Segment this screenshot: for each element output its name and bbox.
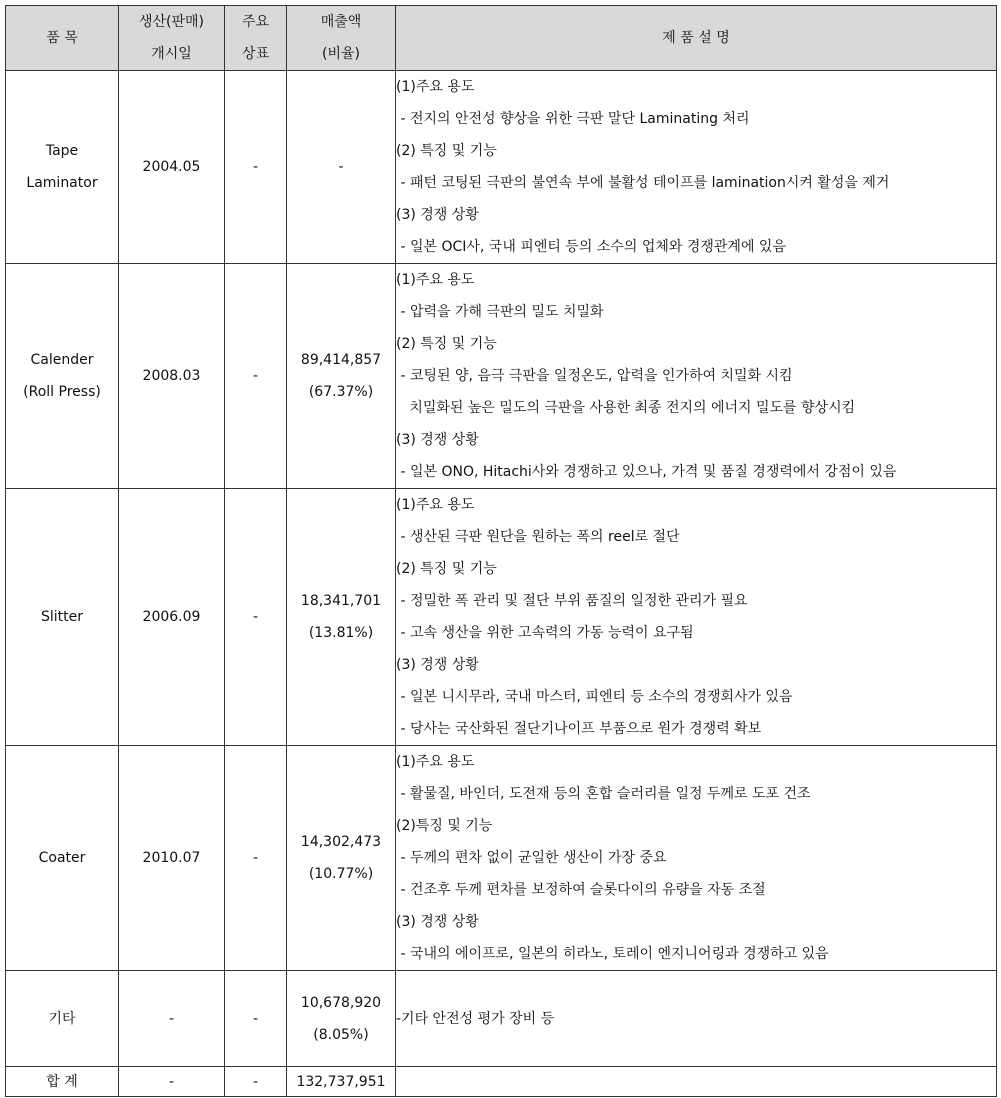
description-line: (1)주요 용도: [396, 272, 475, 288]
description-line: - 당사는 국산화된 절단기나이프 부품으로 원가 경쟁력 확보: [396, 721, 762, 737]
sales-value: 14,302,473: [300, 834, 382, 850]
product-row: [6, 71, 997, 264]
product-name-line: Laminator: [26, 175, 98, 191]
sales-amount: [287, 746, 396, 971]
description-line: - 고속 생산을 위한 고속력의 가동 능력이 요구됨: [396, 625, 694, 641]
sales-value: 10,678,920: [300, 994, 382, 1011]
product-row: [6, 489, 997, 746]
product-name: [6, 971, 119, 1067]
header-item: 품 목: [6, 6, 119, 71]
sales-value: -: [338, 159, 344, 175]
description-line: (2) 특징 및 기능: [396, 143, 497, 159]
product-name-line: Calender: [30, 352, 94, 368]
product-row: [6, 746, 997, 971]
description-line: (3) 경쟁 상황: [396, 914, 479, 930]
product-name-line: 기타: [48, 1010, 76, 1027]
product-name-line: Slitter: [40, 609, 83, 625]
launch-date: 2010.07: [119, 746, 225, 971]
description-line: (3) 경쟁 상황: [396, 657, 479, 673]
total-brand: -: [225, 1067, 287, 1097]
description-line: 치밀화된 높은 밀도의 극판을 사용한 최종 전지의 에너지 밀도를 향상시킴: [396, 400, 856, 416]
description-line: - 일본 ONO, Hitachi사와 경쟁하고 있으나, 가격 및 품질 경쟁력에서 강점이 있음: [396, 464, 897, 480]
header-launch-date: 생산(판매) 개시일: [119, 6, 225, 71]
product-name: [6, 264, 119, 489]
sales-ratio: (8.05%): [313, 1026, 369, 1043]
brand: -: [225, 71, 287, 264]
product-description: [396, 264, 997, 489]
brand: -: [225, 489, 287, 746]
sales-amount: [287, 489, 396, 746]
description-line: (1)주요 용도: [396, 79, 475, 95]
product-description: [396, 489, 997, 746]
product-name: [6, 746, 119, 971]
brand: -: [225, 264, 287, 489]
total-row: [6, 1067, 997, 1097]
header-description: 제 품 설 명: [396, 6, 997, 71]
description-line: (2) 특징 및 기능: [396, 561, 497, 577]
description-line: - 압력을 가해 극판의 밀도 치밀화: [396, 304, 604, 320]
description-line: - 국내의 에이프로, 일본의 히라노, 토레이 엔지니어링과 경쟁하고 있음: [396, 946, 829, 962]
sales-value: 18,341,701: [300, 593, 382, 609]
header-sales: 매출액 (비율): [287, 6, 396, 71]
description-line: - 생산된 극판 원단을 원하는 폭의 reel로 절단: [396, 529, 680, 545]
sales-amount: [287, 71, 396, 264]
description-line: (3) 경쟁 상황: [396, 432, 479, 448]
description-line: (2)특징 및 기능: [396, 818, 493, 834]
product-name-line: Coater: [38, 850, 86, 866]
header-row: [6, 6, 997, 71]
total-date: -: [119, 1067, 225, 1097]
product-name-line: Tape: [45, 143, 79, 159]
launch-date: 2004.05: [119, 71, 225, 264]
description-line: (2) 특징 및 기능: [396, 336, 497, 352]
product-table: [5, 5, 997, 1097]
launch-date: 2008.03: [119, 264, 225, 489]
product-name: [6, 489, 119, 746]
sales-ratio: (10.77%): [308, 866, 374, 882]
sales-ratio: (67.37%): [308, 384, 374, 400]
product-row: [6, 264, 997, 489]
description-line: - 코팅된 양, 음극 극판을 일정온도, 압력을 인가하여 치밀화 시킴: [396, 368, 793, 384]
sales-amount: [287, 264, 396, 489]
brand: -: [225, 971, 287, 1067]
brand: -: [225, 746, 287, 971]
sales-amount: [287, 971, 396, 1067]
product-row: [6, 971, 997, 1067]
description-line: (1)주요 용도: [396, 754, 475, 770]
description-line: - 일본 니시무라, 국내 마스터, 피엔티 등 소수의 경쟁회사가 있음: [396, 689, 793, 705]
description-line: - 패턴 코팅된 극판의 불연속 부에 불활성 테이프를 lamination시켜 활성을 제거: [396, 175, 890, 191]
description-line: - 전지의 안전성 향상을 위한 극판 말단 Laminating 처리: [396, 111, 750, 127]
description-line: - 일본 OCI사, 국내 피엔티 등의 소수의 업체와 경쟁관계에 있음: [396, 239, 786, 255]
total-label: 합 계: [6, 1067, 119, 1097]
product-description: [396, 746, 997, 971]
description-line: - 건조후 두께 편차를 보정하여 슬롯다이의 유량을 자동 조절: [396, 882, 766, 898]
header-brand: 주요 상표: [225, 6, 287, 71]
description-line: -기타 안전성 평가 장비 등: [396, 1010, 555, 1027]
sales-value: 89,414,857: [300, 352, 382, 368]
description-line: (1)주요 용도: [396, 497, 475, 513]
description-line: - 두께의 편차 없이 균일한 생산이 가장 중요: [396, 850, 667, 866]
launch-date: 2006.09: [119, 489, 225, 746]
product-description: [396, 71, 997, 264]
product-description: [396, 971, 997, 1067]
product-name-line: (Roll Press): [23, 384, 101, 400]
product-name: [6, 71, 119, 264]
total-description: [396, 1067, 997, 1097]
description-line: (3) 경쟁 상황: [396, 207, 479, 223]
total-sales: 132,737,951: [287, 1067, 396, 1097]
sales-ratio: (13.81%): [308, 625, 374, 641]
launch-date: -: [119, 971, 225, 1067]
description-line: - 활물질, 바인더, 도전재 등의 혼합 슬러리를 일정 두께로 도포 건조: [396, 786, 811, 802]
description-line: - 정밀한 폭 관리 및 절단 부위 품질의 일정한 관리가 필요: [396, 593, 748, 609]
